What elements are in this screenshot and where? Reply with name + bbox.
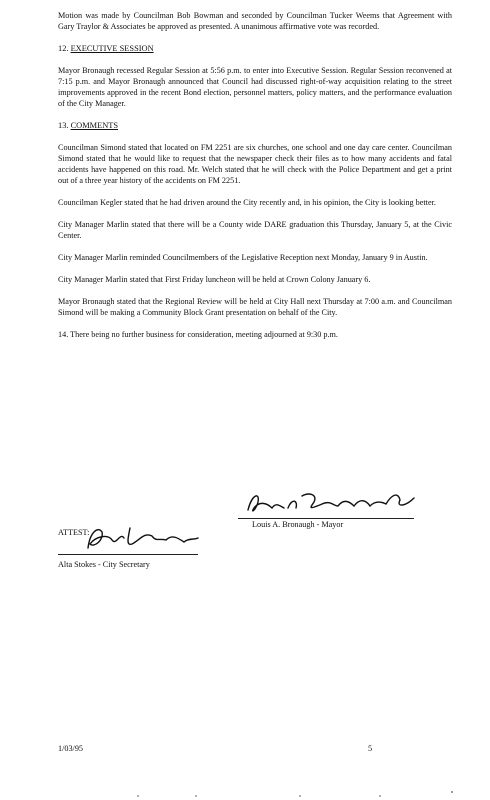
executive-session-paragraph: Mayor Bronaugh recessed Regular Session at 5:56 p.m. to enter into Executive Session. Regular Session reconvened at 7:15 p.m. and Mayor Bronaugh announced that Council had discussed right-of-way acquisition relating to the street improvements approved in the recent Bond election, personnel matters, policy matters, and the performance evaluation of the City Manager. xyxy=(58,66,452,108)
heading-title: COMMENTS xyxy=(70,121,119,130)
secretary-name: Alta Stokes - City Secretary xyxy=(58,560,150,569)
executive-session-heading xyxy=(58,43,452,54)
secretary-signature-line xyxy=(58,554,198,555)
comment-city-looking-better: Councilman Kegler stated that he had driven around the City recently and, in his opinion, the City is looking better. xyxy=(58,198,436,207)
mayor-signature-icon xyxy=(238,488,428,518)
mayor-name: Louis A. Bronaugh - Mayor xyxy=(252,520,344,529)
comment-regional-review: Mayor Bronaugh stated that the Regional Review will be held at City Hall next Thursday at 7:00 a.m. and Councilman Simond will be making a Community Block Grant presentation on behalf of the City. xyxy=(58,297,452,317)
adjournment-paragraph: 14. There being no further business for consideration, meeting adjourned at 9:30 p.m. xyxy=(58,330,338,339)
comment-dare-graduation: City Manager Marlin stated that there will be a County wide DARE graduation this Thursday, January 5, at the Civic Center. xyxy=(58,220,452,240)
heading-number: 12. xyxy=(58,44,69,53)
comment-first-friday: City Manager Marlin stated that First Friday luncheon will be held at Crown Colony January 6. xyxy=(58,275,371,284)
minutes-page xyxy=(58,10,452,569)
heading-number: 13. xyxy=(58,121,69,130)
secretary-signature-icon xyxy=(68,522,208,554)
comment-legislative-reception: City Manager Marlin reminded Councilmembers of the Legislative Reception next Monday, January 9 in Austin. xyxy=(58,253,428,262)
heading-title: EXECUTIVE SESSION xyxy=(70,44,154,53)
motion-paragraph: Motion was made by Councilman Bob Bowman and seconded by Councilman Tucker Weems that Agreement with Gary Traylor & Associates be approved as presented. A unanimous affirmative vote was recorded. xyxy=(58,11,452,31)
mayor-signature-block xyxy=(238,488,438,530)
comment-fm2251: Councilman Simond stated that located on FM 2251 are six churches, one school and one day care center. Councilman Simond stated that he would like to request that the newspaper check their files as to how many accidents and fatal accidents have happened on this road. Mr. Welch stated that he will check with the Police Department and get a print out of a three year history of the accidents on FM 2251. xyxy=(58,143,452,185)
footer-date: 1/03/95 xyxy=(58,744,84,753)
page-number: 5 xyxy=(368,744,373,753)
comments-heading xyxy=(58,120,452,131)
attest-label: ATTEST: xyxy=(58,528,90,537)
